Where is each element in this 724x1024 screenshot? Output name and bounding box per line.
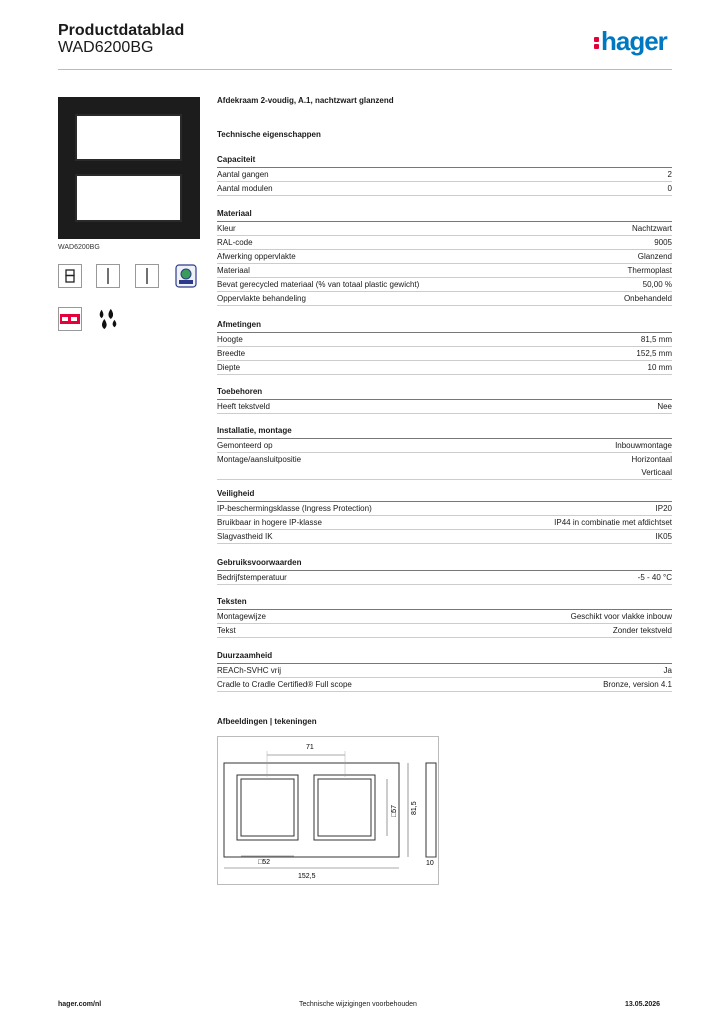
property-row [217,624,672,638]
property-value: Glanzend [637,252,672,261]
property-name: Hoogte [217,335,243,344]
water-drops-icon [96,307,120,331]
property-value: Onbehandeld [623,294,672,303]
figure-heading-block [217,716,672,729]
frame-opening-bottom [75,174,182,222]
property-row [217,292,672,306]
property-value: IP44 in combinatie met afdichtset [554,518,672,527]
property-value: IK05 [655,532,672,541]
section-title: Installatie, montage [217,425,672,439]
section-title: Teksten [217,596,672,610]
property-row [217,664,672,678]
footer-date: 13.05.2026 [625,1001,661,1008]
property-row [217,502,672,516]
property-value: Thermoplast [627,266,672,275]
section-1 [217,208,672,306]
section-title: Gebruiksvoorwaarden [217,557,672,571]
property-value: 81,5 mm [640,335,672,344]
property-row [217,222,672,236]
dim-top: 71 [306,744,314,751]
property-row [217,236,672,250]
property-name: Aantal gangen [217,170,269,179]
section-4 [217,425,672,480]
hager-logo: hager [594,28,667,54]
property-value: 10 mm [647,363,672,372]
section-6 [217,557,672,585]
dim-depth: 10 [426,860,434,867]
property-value: Zonder tekstveld [612,626,672,635]
property-name: Aantal modulen [217,184,273,193]
property-row [217,182,672,196]
property-name: Heeft tekstveld [217,402,270,411]
property-row [217,168,672,182]
property-value: -5 - 40 °C [637,573,672,582]
property-row [217,264,672,278]
section-5 [217,488,672,544]
property-value: Geschikt voor vlakke inbouw [570,612,672,621]
property-name: REACh-SVHC vrij [217,666,282,675]
product-code: WAD6200BG [58,39,154,56]
property-name: Gemonteerd op [217,441,273,450]
property-name: Bruikbaar in hogere IP-klasse [217,518,322,527]
property-row [217,361,672,375]
header-divider [58,69,672,70]
dim-width: 152,5 [298,873,316,880]
document-title: Productdatablad [58,22,185,39]
property-value: Ja [663,666,672,675]
section-title: Afmetingen [217,319,672,333]
property-value: 152,5 mm [636,349,672,358]
property-name: Breedte [217,349,246,358]
property-name: Tekst [217,626,236,635]
dim-bottom-inner: □52 [258,859,271,866]
property-value: Inbouwmontage [615,441,672,450]
property-name: RAL-code [217,238,253,247]
section-2 [217,319,672,375]
property-row [217,678,672,692]
property-name: Afwerking oppervlakte [217,252,296,261]
footer-disclaimer: Technische wijzigingen voorbehouden [299,1001,417,1008]
dim-height-outer: 81,5 [411,801,418,815]
property-value: Horizontaal Verticaal [631,455,672,477]
section-0 [217,154,672,196]
property-value: 9005 [654,238,672,247]
property-name: Oppervlakte behandeling [217,294,306,303]
property-value: 50,00 % [642,280,672,289]
property-name: Montage/aansluitpositie [217,455,302,464]
property-row [217,516,672,530]
frame-opening-top [75,114,182,161]
section-title: Materiaal [217,208,672,222]
property-value: IP20 [655,504,672,513]
section-title: Capaciteit [217,154,672,168]
single-line-icon [135,264,159,288]
property-name: Bevat gerecycled materiaal (% van totaal plastic gewicht) [217,280,420,289]
certificate-icon [174,264,198,288]
property-name: Slagvastheid IK [217,532,273,541]
property-value: 2 [667,170,672,179]
digit-8-icon [58,264,82,288]
property-name: Kleur [217,224,236,233]
property-value: Nachtzwart [631,224,672,233]
section-8 [217,650,672,692]
technical-drawing [217,736,439,885]
ip-rating-icon [58,307,82,331]
property-row [217,610,672,624]
property-name: Diepte [217,363,241,372]
property-row [217,571,672,585]
property-name: Materiaal [217,266,250,275]
section-title: Duurzaamheid [217,650,672,664]
single-line-icon [96,264,120,288]
footer-website: hager.com/nl [58,1001,102,1008]
section-3 [217,386,672,414]
property-row [217,278,672,292]
technical-properties-heading: Technische eigenschappen [217,130,321,139]
property-name: Montagewijze [217,612,266,621]
section-title: Toebehoren [217,386,672,400]
product-image [58,97,200,239]
section-7 [217,596,672,638]
property-row [217,347,672,361]
property-name: Bedrijfstemperatuur [217,573,287,582]
property-row [217,250,672,264]
figure-heading: Afbeeldingen | tekeningen [217,717,317,726]
property-name: Cradle to Cradle Certified® Full scope [217,680,352,689]
property-value: 0 [667,184,672,193]
property-row [217,400,672,414]
property-row [217,453,672,480]
property-row [217,333,672,347]
dim-height-inner: □57 [391,804,398,817]
logo-dots-icon [594,35,599,51]
property-value: Bronze, version 4.1 [603,680,672,689]
property-name: IP-beschermingsklasse (Ingress Protection) [217,504,372,513]
product-description: Afdekraam 2-voudig, A.1, nachtzwart glanzend [217,96,394,105]
product-image-label: WAD6200BG [58,244,100,251]
property-value: Nee [657,402,672,411]
property-row [217,439,672,453]
property-row [217,530,672,544]
section-title: Veiligheid [217,488,672,502]
